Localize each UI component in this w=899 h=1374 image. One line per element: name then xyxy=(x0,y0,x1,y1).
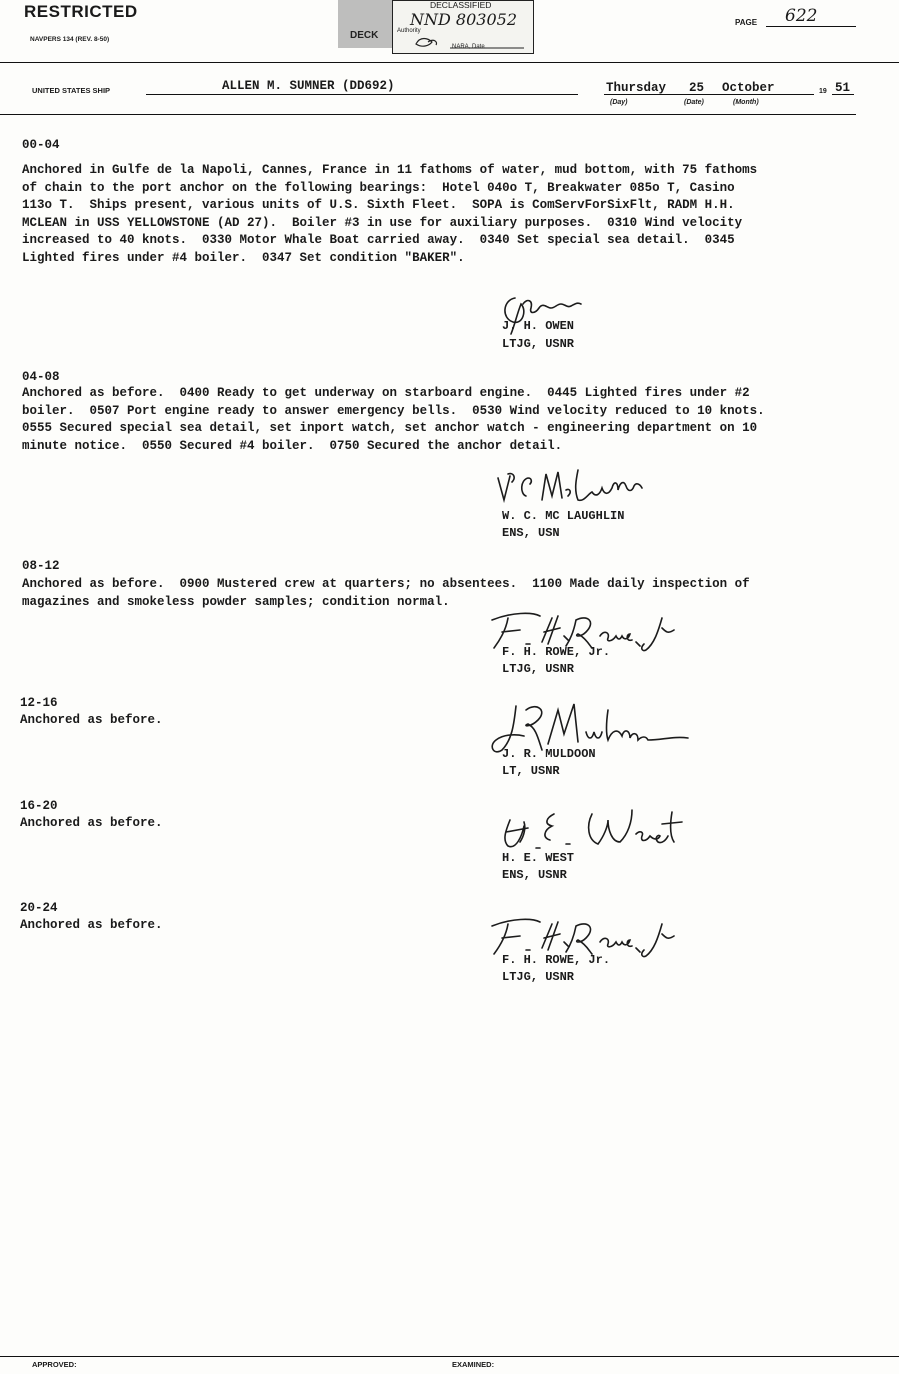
page-underline xyxy=(766,26,856,27)
watch-entry-text: Anchored in Gulfe de la Napoli, Cannes, France in 11 fathoms of water, mud bottom, with 75 fathoms of chain to the port anchor on the following bearings: Hotel 040o T, Breakwater 085o T, Casino 113o T. Ships present, various units of U.S. Sixth Fleet. SOPA is ComServForSixFlt, RADM H.H. MCLEAN in USS YELLOWSTONE (AD 27). Boiler #3 in use for auxiliary purposes. 0310 Wind velocity increased to 40 knots. 0330 Motor Whale Boat carried away. 0340 Set special sea detail. 0345 Lighted fires under #4 boiler. 0347 Set condition "BAKER". xyxy=(22,163,758,265)
signature-rank: LTJG, USNR xyxy=(502,662,575,676)
classification-label: RESTRICTED xyxy=(24,2,138,21)
date-day: Thursday xyxy=(606,81,667,95)
ship-underline xyxy=(146,94,578,95)
form-number: NAVPERS 134 (REV. 8-50) xyxy=(30,36,110,43)
watch-label: 12-16 xyxy=(20,696,58,710)
watch-entry-text: Anchored as before. xyxy=(20,713,163,727)
date-month: October xyxy=(722,81,775,95)
stamp-declassified-text: DECLASSIFIED xyxy=(430,0,492,10)
stamp-initials-icon xyxy=(392,0,532,52)
examined-label: EXAMINED: xyxy=(452,1360,495,1369)
signature-rank: ENS, USNR xyxy=(502,868,567,882)
signature-rank: LTJG, USNR xyxy=(502,970,575,984)
watch-entry-text: Anchored as before. 0900 Mustered crew at quarters; no absentees. 1100 Made daily inspection of magazines and smokeless powder samples; condition normal. xyxy=(22,577,750,609)
signature-name: J. H. OWEN xyxy=(502,319,575,333)
stamp-authority-number: NND 803052 xyxy=(410,10,517,29)
signature-mclaughlin-icon xyxy=(492,460,662,510)
signature-west-icon xyxy=(496,802,696,856)
date-year: 51 xyxy=(835,81,851,95)
signature-name: F. H. ROWE, Jr. xyxy=(502,953,611,967)
signature-rank: ENS, USN xyxy=(502,526,560,540)
watch-entry-text: Anchored as before. xyxy=(20,918,163,932)
footer-rule xyxy=(0,1356,899,1357)
date-date-caption: (Date) xyxy=(684,99,704,106)
watch-entry-text: Anchored as before. 0400 Ready to get underway on starboard engine. 0445 Lighted fires under #2 boiler. 0507 Port engine ready to answer emergency bells. 0530 Wind velocity reduced to 10 knots. 0555 Secured special sea detail, set inport watch, set anchor watch - engineering department on 10 minute notice. 0550 Secured #4 boiler. 0750 Secured the anchor detail. xyxy=(22,386,765,453)
date-day-caption: (Day) xyxy=(610,99,628,106)
page-number: 622 xyxy=(785,6,818,26)
watch-label: 16-20 xyxy=(20,799,58,813)
ship-label: UNITED STATES SHIP xyxy=(32,86,111,95)
signature-name: H. E. WEST xyxy=(502,851,575,865)
page-label: PAGE xyxy=(735,18,758,27)
date-rule xyxy=(0,114,856,115)
date-year-prefix: 19 xyxy=(819,88,827,95)
signature-name: J. R. MULDOON xyxy=(502,747,596,761)
ship-name: ALLEN M. SUMNER (DD692) xyxy=(222,79,395,93)
watch-label: 08-12 xyxy=(22,559,60,573)
stamp-deck-label: DECK xyxy=(350,30,379,41)
signature-name: W. C. MC LAUGHLIN xyxy=(502,509,625,523)
header-rule xyxy=(0,62,899,63)
watch-label: 04-08 xyxy=(22,370,60,384)
date-month-caption: (Month) xyxy=(733,99,759,106)
watch-entry-text: Anchored as before. xyxy=(20,816,163,830)
date-date: 25 xyxy=(689,81,705,95)
signature-rank: LTJG, USNR xyxy=(502,337,575,351)
stamp-authority-label: Authority xyxy=(397,28,421,34)
approved-label: APPROVED: xyxy=(32,1360,77,1369)
signature-rank: LT, USNR xyxy=(502,764,560,778)
watch-label: 00-04 xyxy=(22,138,60,152)
stamp-nara-date: NARA, Date xyxy=(452,44,485,50)
watch-label: 20-24 xyxy=(20,901,58,915)
signature-name: F. H. ROWE, Jr. xyxy=(502,645,611,659)
